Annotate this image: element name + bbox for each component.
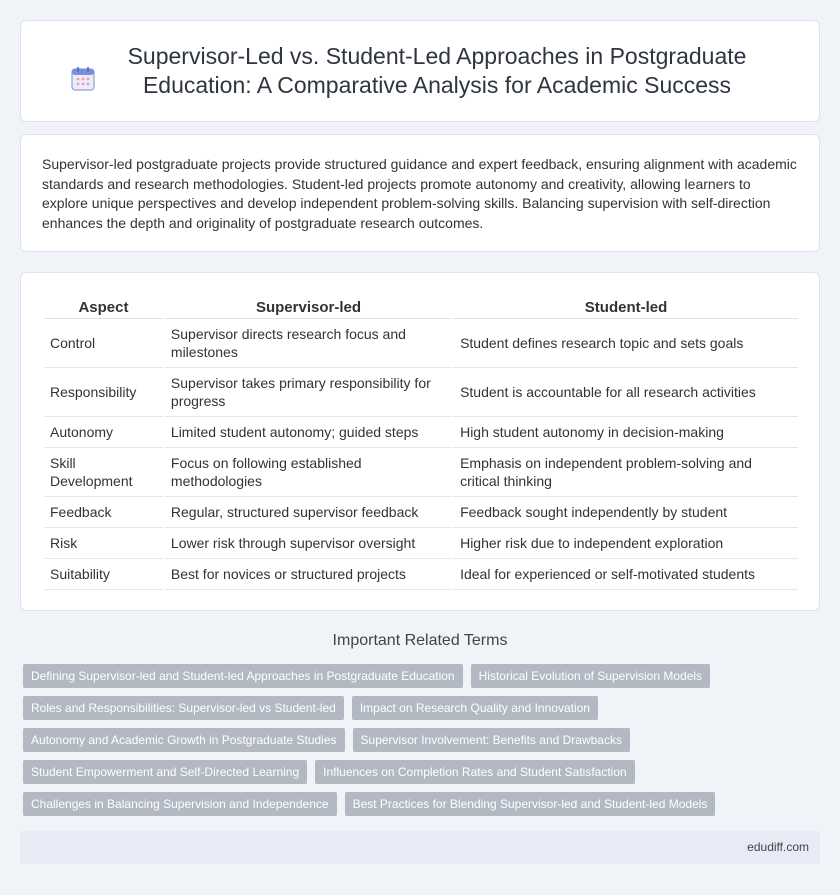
- tag-row: [23, 728, 823, 752]
- related-term-tag[interactable]: Best Practices for Blending Supervisor-led and Student-led Models: [345, 792, 716, 816]
- related-term-tag[interactable]: Supervisor Involvement: Benefits and Drawbacks: [353, 728, 630, 752]
- cell-student-led: Higher risk due to independent exploration: [454, 528, 798, 559]
- cell-student-led: Student defines research topic and sets goals: [454, 319, 798, 368]
- tag-row: [23, 760, 823, 784]
- related-term-tag[interactable]: Influences on Completion Rates and Student Satisfaction: [315, 760, 635, 784]
- related-term-tag[interactable]: Student Empowerment and Self-Directed Learning: [23, 760, 307, 784]
- related-term-tag[interactable]: Historical Evolution of Supervision Models: [471, 664, 710, 688]
- cell-aspect: Control: [44, 319, 163, 368]
- cell-supervisor-led: Best for novices or structured projects: [165, 559, 452, 590]
- cell-student-led: Student is accountable for all research activities: [454, 368, 798, 417]
- cell-aspect: Feedback: [44, 497, 163, 528]
- page-title: Supervisor-Led vs. Student-Led Approaches in Postgraduate Education: A Comparative Analysis for Academic Success: [127, 43, 747, 98]
- header-supervisor-led: Supervisor-led: [165, 295, 452, 319]
- cell-aspect: Suitability: [44, 559, 163, 590]
- table-header-row: [44, 295, 798, 319]
- cell-student-led: High student autonomy in decision-making: [454, 417, 798, 448]
- comparison-table: [42, 295, 800, 590]
- cell-supervisor-led: Limited student autonomy; guided steps: [165, 417, 452, 448]
- cell-student-led: Feedback sought independently by student: [454, 497, 798, 528]
- intro-text: Supervisor-led postgraduate projects provide structured guidance and expert feedback, ensuring alignment with academic standards and research methodologies. Student-led projects promote autonomy and creativity, allowing learners to explore unique perspectives and develop independent problem-solving skills. Balancing supervision with self-direction enhances the depth and originality of postgraduate research outcomes.: [42, 156, 797, 231]
- table-row: [44, 448, 798, 497]
- related-term-tag[interactable]: Defining Supervisor-led and Student-led Approaches in Postgraduate Education: [23, 664, 463, 688]
- cell-supervisor-led: Supervisor directs research focus and milestones: [165, 319, 452, 368]
- table-row: [44, 497, 798, 528]
- cell-supervisor-led: Focus on following established methodologies: [165, 448, 452, 497]
- cell-student-led: Ideal for experienced or self-motivated students: [454, 559, 798, 590]
- cell-aspect: Responsibility: [44, 368, 163, 417]
- related-terms-title: Important Related Terms: [332, 632, 508, 649]
- related-term-tag[interactable]: Challenges in Balancing Supervision and Independence: [23, 792, 337, 816]
- table-row: [44, 559, 798, 590]
- related-term-tag[interactable]: Autonomy and Academic Growth in Postgraduate Studies: [23, 728, 345, 752]
- tag-row: [23, 664, 823, 688]
- tag-row: [23, 792, 823, 816]
- related-terms-list: [23, 664, 823, 824]
- related-term-tag[interactable]: Impact on Research Quality and Innovation: [352, 696, 598, 720]
- cell-aspect: Skill Development: [44, 448, 163, 497]
- calendar-icon: [70, 66, 96, 92]
- footer-site[interactable]: edudiff.com: [747, 840, 809, 854]
- table-row: [44, 319, 798, 368]
- comparison-table-card: [20, 272, 820, 611]
- header-student-led: Student-led: [454, 295, 798, 319]
- table-row: [44, 528, 798, 559]
- table-row: [44, 368, 798, 417]
- cell-aspect: Autonomy: [44, 417, 163, 448]
- cell-aspect: Risk: [44, 528, 163, 559]
- cell-supervisor-led: Regular, structured supervisor feedback: [165, 497, 452, 528]
- title-card: [20, 20, 820, 122]
- cell-supervisor-led: Lower risk through supervisor oversight: [165, 528, 452, 559]
- cell-student-led: Emphasis on independent problem-solving and critical thinking: [454, 448, 798, 497]
- table-row: [44, 417, 798, 448]
- intro-card: [20, 134, 820, 252]
- header-aspect: Aspect: [44, 295, 163, 319]
- tag-row: [23, 696, 823, 720]
- footer: [20, 831, 820, 864]
- related-term-tag[interactable]: Roles and Responsibilities: Supervisor-led vs Student-led: [23, 696, 344, 720]
- cell-supervisor-led: Supervisor takes primary responsibility for progress: [165, 368, 452, 417]
